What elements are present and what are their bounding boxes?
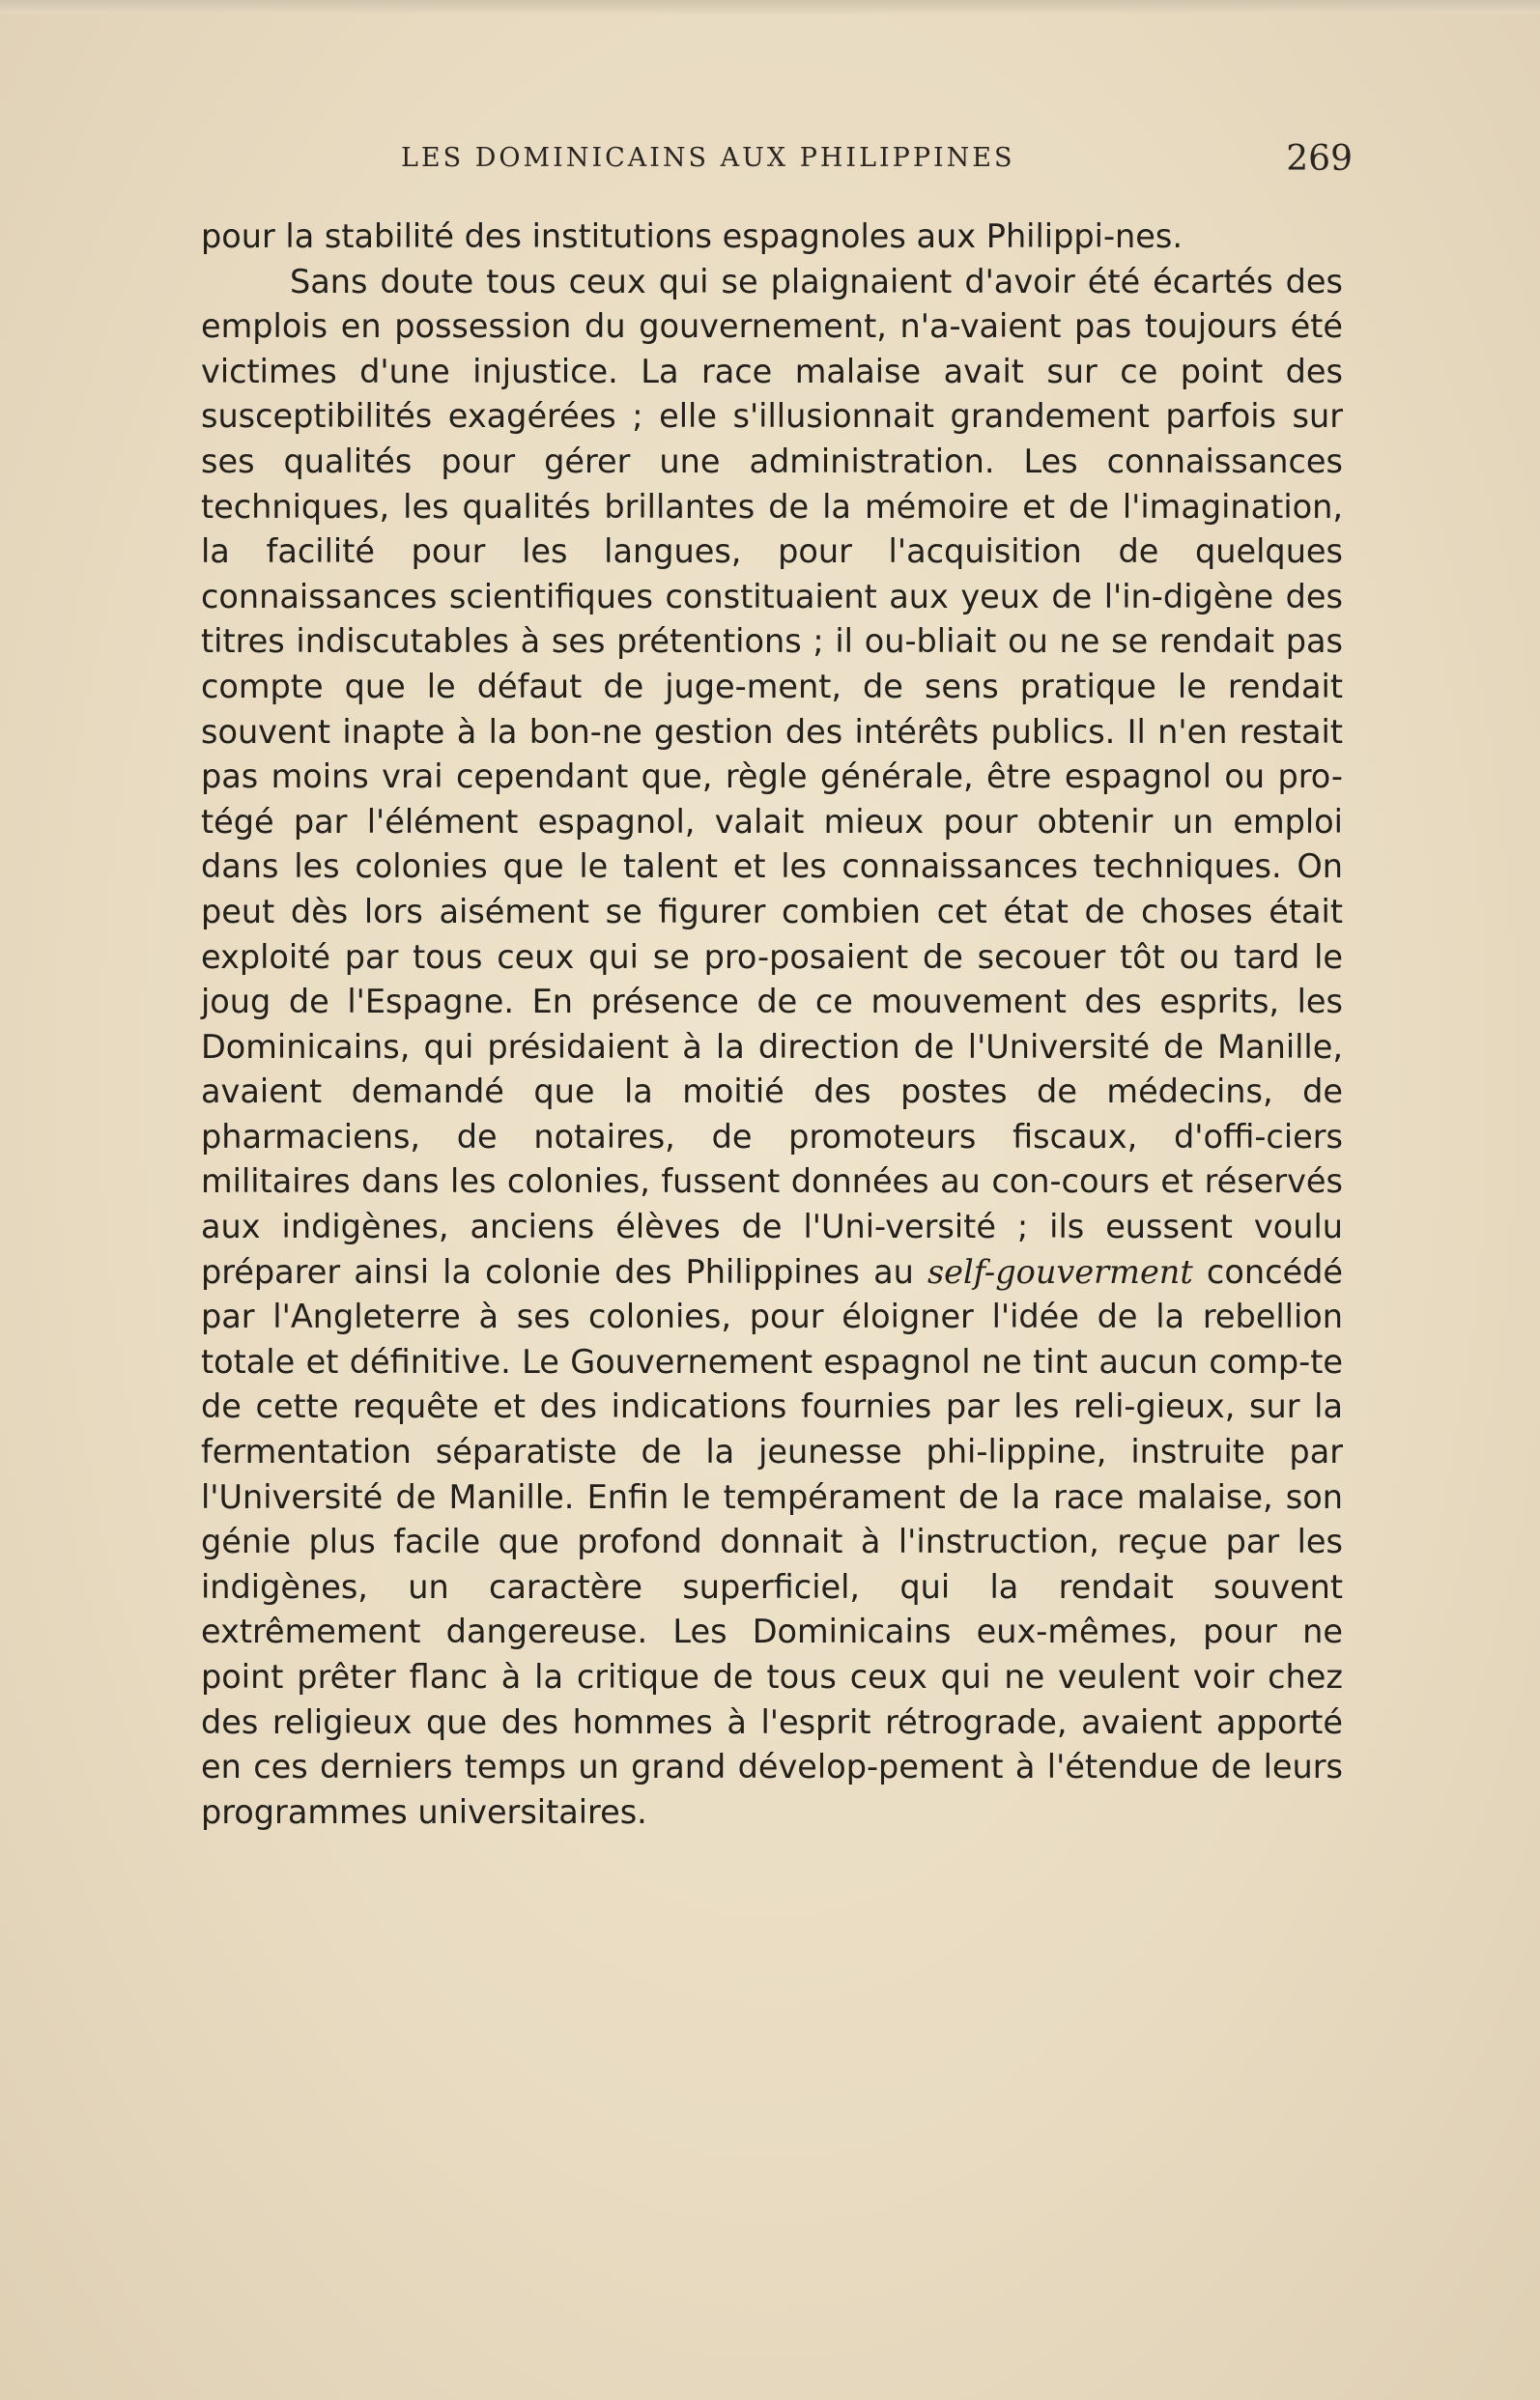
page-header — [193, 139, 1353, 182]
paragraph-2-text-a: Sans doute tous ceux qui se plaignaient d'avoir été écartés des emplois en possession du gouvernement, n'a-vaient pas toujours été victimes d'une injustice. La race malaise avait sur ce point des susceptibilités exagérées ; elle s'illusionnait grandement parfois sur ses qualités pour gérer une administration. Les connaissances techniques, les qualités brillantes de la mémoire et de l'imagination, la facilité pour les langues, pour l'acquisition de quelques connaissances scientifiques constituaient aux yeux de l'in-digène des titres indiscutables à ses prétentions ; il ou-bliait ou ne se rendait pas compte que le défaut de juge-ment, de sens pratique le rendait souvent inapte à la bon-ne gestion des intérêts publics. Il n'en restait pas moins vrai cependant que, règle générale, être espagnol ou pro-tégé par l'élément espagnol, valait mieux pour obtenir un emploi dans les colonies que le talent et les connaissances techniques. On peut dès lors aisément se figurer combien cet état de choses était exploité par tous ceux qui se pro-posaient de secouer tôt ou tard le joug de l'Espagne. En présence de ce mouvement des esprits, les Dominicains, qui présidaient à la direction de l'Université de Manille, avaient demandé que la moitié des postes de médecins, de pharmaciens, de notaires, de promoteurs fiscaux, d'offi-ciers militaires dans les colonies, fussent données au con-cours et réservés aux indigènes, anciens élèves de l'Uni-versité ; ils eussent voulu préparer ainsi la colonie des Philippines au — [201, 262, 1343, 1291]
body-text — [201, 214, 1343, 1835]
paragraph-2-text-b: concédé par l'Angleterre à ses colonies, pour éloigner l'idée de la rebellion totale et définitive. Le Gouvernement espagnol ne tint aucun comp-te de cette requête et des indications fournies par les reli-gieux, sur la fermentation séparatiste de la jeunesse phi-lippine, instruite par l'Université de Manille. Enfin le tempérament de la race malaise, son génie plus facile que profond donnait à l'instruction, reçue par les indigènes, un caractère superficiel, qui la rendait souvent extrêmement dangereuse. Les Dominicains eux-mêmes, pour ne point prêter flanc à la critique de tous ceux qui ne veulent voir chez des religieux que des hommes à l'esprit rétrograde, avaient apporté en ces derniers temps un grand dévelop-pement à l'étendue de leurs programmes universitaires. — [201, 1252, 1343, 1831]
paragraph-1-text: pour la stabilité des institutions espagnoles aux Philippi-nes. — [201, 217, 1183, 255]
running-head: LES DOMINICAINS AUX PHILIPPINES — [401, 143, 1015, 173]
paragraph-1 — [201, 214, 1343, 260]
italic-term: self-gouverment — [927, 1252, 1193, 1291]
paragraph-2 — [201, 260, 1343, 1836]
page-number: 269 — [1286, 139, 1353, 179]
page-top-edge — [0, 0, 1540, 14]
